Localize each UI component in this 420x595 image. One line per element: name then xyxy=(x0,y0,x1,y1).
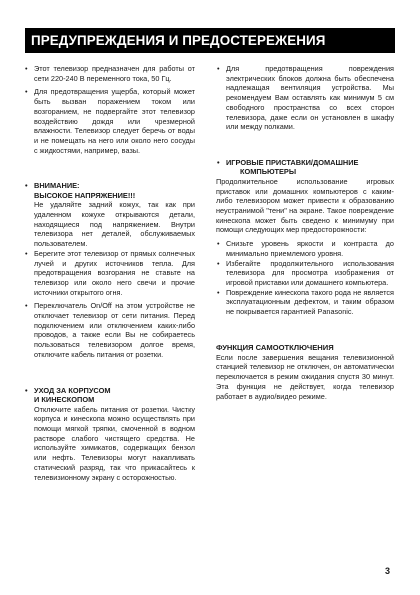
warning-body: Не удаляйте задний кожух, так как при удаленном кожухе открываются детали, находящиеся под напряжением. Внутри телевизора нет деталей, обслуживаемых пользователем. xyxy=(34,200,195,249)
list-item xyxy=(24,249,195,298)
list-item xyxy=(24,64,195,83)
list-item-text: • Для предотвращения повреждения электрических блоков должна быть обеспечена надлежащая вентиляция устройства. Мы рекомендуем Вам оставлять как минимум 5 см свободного пространства со всех сторон телевизора, даже если он установлен в шкафу или между полками. xyxy=(226,64,394,132)
ventilation-list xyxy=(216,64,394,132)
games-heading: • ИГРОВЫЕ ПРИСТАВКИ/ДОМАШНИЕ КОМПЬЮТЕРЫ xyxy=(216,158,394,177)
warning-heading-line-2: ВЫСОКОЕ НАПРЯЖЕНИЕ!!! xyxy=(34,190,136,200)
list-item xyxy=(216,259,394,288)
games-heading-line-1: ИГРОВЫЕ ПРИСТАВКИ/ДОМАШНИЕ xyxy=(226,157,359,167)
games-intro: Продолжительное использование игровых приставок или домашних компьютеров с каким-либо телевизором может привести к образованию неустранимой "тени" на экране. Такое повреждение кинескопа может быть сведено к минимуму при помощи следующих мер предосторожности: xyxy=(216,176,394,235)
warning-heading: • ВНИМАНИЕ: ВЫСОКОЕ НАПРЯЖЕНИЕ!!! xyxy=(24,181,195,200)
left-column xyxy=(24,64,195,482)
list-item-text: • Избегайте продолжительного использования телевизора для просмотра изображения от игровой приставки или домашнего компьютера. xyxy=(226,258,394,287)
list-item-text: • Снизьте уровень яркости и контраста до минимально приемлемого уровня. xyxy=(226,239,394,258)
care-heading: • УХОД ЗА КОРПУСОМ И КИНЕСКОПОМ xyxy=(24,386,195,405)
page-number: 3 xyxy=(385,566,391,576)
page-title: ПРЕДУПРЕЖДЕНИЯ И ПРЕДОСТЕРЕЖЕНИЯ xyxy=(25,28,395,53)
shutoff-heading: ФУНКЦИЯ САМООТКЛЮЧЕНИЯ xyxy=(216,342,334,352)
list-item-text: • Переключатель On/Off на этом устройстве не отключает телевизор от сети питания. Перед подключением или отключением каких-либо проводов, а также если Вы не собираетесь пользоваться телевизором долгое время, отключите кабель питания от розетки. xyxy=(34,301,195,359)
care-body: Отключите кабель питания от розетки. Чистку корпуса и кинескопа можно осуществлять при помощи мягкой тряпки, смоченной в водном растворе слабого чистящего средства. Не используйте химикатов, содержащих бензол или нефть. Телевизоры могут накапливать статический разряд, так что прикасайтесь к телевизионному экрану с осторожностью. xyxy=(34,404,195,482)
list-item xyxy=(216,288,394,317)
list-item-text: • Повреждение кинескопа такого рода не является эксплуатационным дефектом, и таким образом не покрывается гарантией Panasonic. xyxy=(226,287,394,317)
list-item xyxy=(216,239,394,258)
games-list xyxy=(216,239,394,317)
care-heading-line-1: УХОД ЗА КОРПУСОМ xyxy=(34,385,111,395)
list-item xyxy=(24,87,195,155)
list-item-text: • Берегите этот телевизор от прямых солнечных лучей и других источников тепла. Для предотвращения возгорания не ставьте на телевизор или около него свечи и прочие источники открытого огня. xyxy=(34,248,195,297)
shutoff-body: Если после завершения вещания телевизионной станцией телевизор не отключен, он автоматически переключается в режим ожидания спустя 30 минут. Эта функция не действует, когда телевизор работает в аудио/видео режиме. xyxy=(216,352,394,401)
care-heading-line-2: И КИНЕСКОПОМ xyxy=(34,395,95,405)
safety-list-1 xyxy=(24,64,195,155)
list-item xyxy=(216,64,394,132)
games-heading-line-2: КОМПЬЮТЕРЫ xyxy=(240,167,297,177)
list-item-text: • Для предотвращения ущерба, который может быть вызван поражением током или возгоранием, не подвергайте этот телевизор воздействию дождя или чрезмерной влажности. Телевизор следует беречь от воды и не помещать на него или около него сосуды с жидкостями, например, вазы. xyxy=(34,87,195,155)
warning-heading-line-1: ВНИМАНИЕ: xyxy=(34,181,80,191)
list-item xyxy=(24,301,195,359)
safety-list-2 xyxy=(24,249,195,360)
list-item-text: • Этот телевизор предназначен для работы от сети 220-240 В переменного тока, 50 Гц. xyxy=(34,64,195,83)
right-column xyxy=(216,64,394,401)
